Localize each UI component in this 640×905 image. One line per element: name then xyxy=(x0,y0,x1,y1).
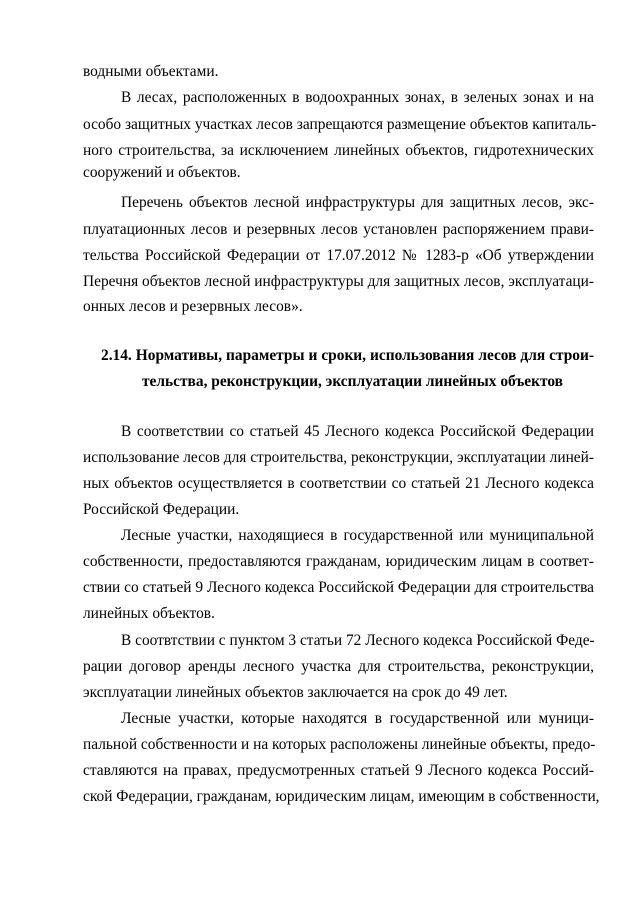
text-line: использование лесов для строительства, реконструкции, эксплуатации линей- xyxy=(83,449,594,466)
text-line: ных объектов осуществляется в соответствии со статьей 21 Лесного кодекса xyxy=(83,475,594,492)
text-line: сооружений и объектов. xyxy=(83,164,241,181)
text-line: ставляются на правах, предусмотренных статьей 9 Лесного кодекса Россий- xyxy=(83,762,594,779)
section-heading-cont: тельства, реконструкции, эксплуатации линейных объектов xyxy=(142,373,563,390)
text-line: Российской Федерации. xyxy=(83,501,240,518)
text-line: плуатационных лесов и резервных лесов установлен распоряжением прави- xyxy=(83,221,594,238)
text-line: пальной собственности и на которых расположены линейные объекты, предо- xyxy=(83,736,596,753)
text-line: собственности, предоставляются гражданам, юридическим лицам в соответ- xyxy=(83,553,594,570)
text-line: ного строительства, за исключением линейных объектов, гидротехнических xyxy=(83,142,594,159)
text-line: особо защитных участках лесов запрещаются размещение объектов капиталь- xyxy=(83,116,597,133)
text-line: линейных объектов. xyxy=(83,605,215,622)
text-line: тельства Российской Федерации от 17.07.2012 № 1283-р «Об утверждении xyxy=(83,247,594,264)
text-line: эксплуатации линейных объектов заключается на срок до 49 лет. xyxy=(83,684,508,701)
text-line: ствии со статьей 9 Лесного кодекса Российской Федерации для строительства xyxy=(83,579,594,596)
text-line: водными объектами. xyxy=(83,63,219,80)
paragraph-first-line: В соотвтствии с пунктом 3 статьи 72 Лесного кодекса Российской Феде- xyxy=(121,632,595,649)
text-line: рации договор аренды лесного участка для строительства, реконструкции, xyxy=(83,658,594,675)
paragraph-first-line: Перечень объектов лесной инфраструктуры для защитных лесов, экс- xyxy=(121,194,594,211)
paragraph-first-line: В лесах, расположенных в водоохранных зонах, в зеленых зонах и на xyxy=(121,89,594,106)
text-line: ской Федерации, гражданам, юридическим лицам, имеющим в собственности, xyxy=(83,788,600,805)
paragraph-first-line: Лесные участки, находящиеся в государственной или муниципальной xyxy=(121,527,594,544)
paragraph-first-line: В соответствии со статьей 45 Лесного кодекса Российской Федерации xyxy=(121,423,594,440)
section-heading: 2.14. Нормативы, параметры и сроки, использования лесов для строи- xyxy=(101,347,594,364)
text-line: Перечня объектов лесной инфраструктуры для защитных лесов, эксплуатаци- xyxy=(83,273,594,290)
paragraph-first-line: Лесные участки, которые находятся в государственной или муници- xyxy=(121,710,594,727)
text-line: онных лесов и резервных лесов». xyxy=(83,298,303,315)
